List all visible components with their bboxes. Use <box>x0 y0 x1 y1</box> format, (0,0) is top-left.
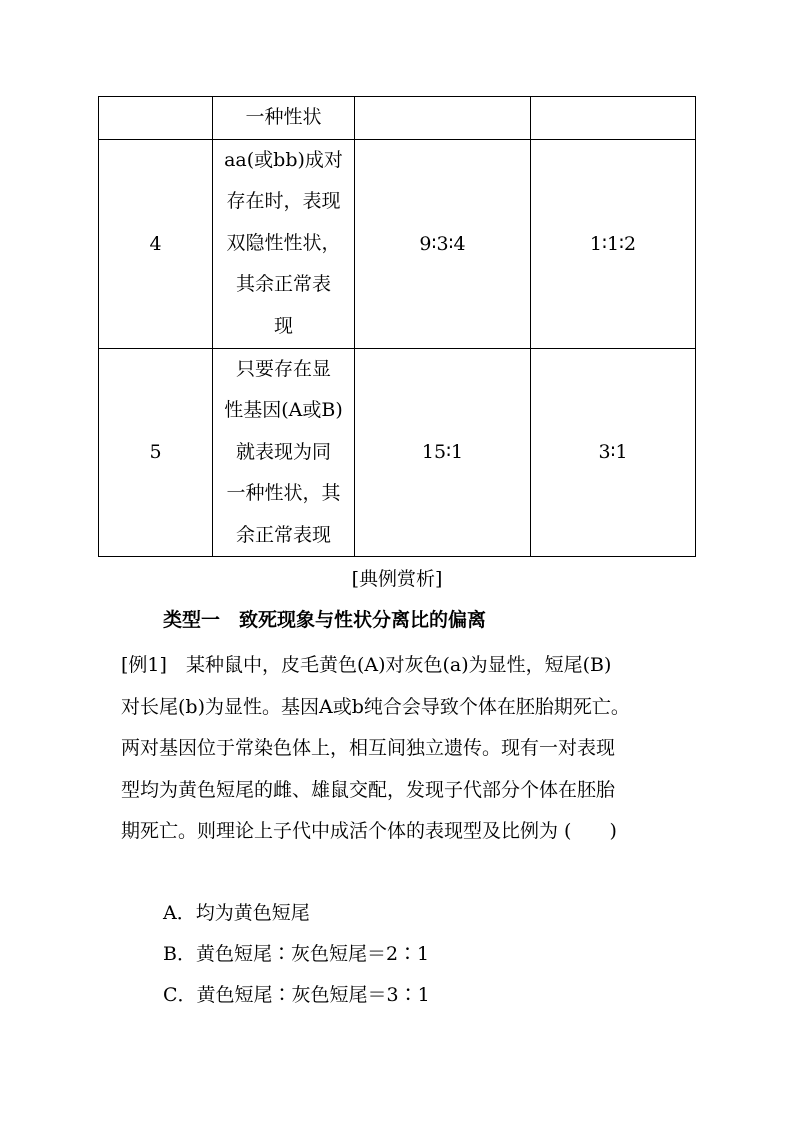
example-question <box>121 645 676 853</box>
answer-options <box>163 893 430 1016</box>
option-text: 均为黄色短尾 <box>195 902 310 924</box>
condition-cell <box>213 348 355 557</box>
row-index-cell <box>99 97 213 140</box>
condition-cell <box>213 97 355 140</box>
option-letter: A． <box>163 902 196 924</box>
option-text: 黄色短尾∶灰色短尾＝3∶1 <box>196 984 430 1006</box>
example-line: 对长尾(b)为显性。基因A或b纯合会导致个体在胚胎期死亡。 <box>121 695 630 718</box>
condition-text: aa(或bb)成对 存在时，表现 双隐性性状， 其余正常表 现 <box>224 148 343 337</box>
type-heading <box>163 604 486 636</box>
testcross-ratio-cell: 1∶1∶2 <box>531 139 696 348</box>
option-letter: B． <box>163 943 196 965</box>
option-a <box>163 893 430 934</box>
table-row <box>99 97 696 140</box>
example-line: 两对基因位于常染色体上，相互间独立遗传。现有一对表现 <box>121 737 616 760</box>
option-text: 黄色短尾∶灰色短尾＝2∶1 <box>195 943 430 965</box>
testcross-ratio-cell: 3∶1 <box>531 348 696 557</box>
table-row <box>99 348 696 557</box>
example-line: 期死亡。则理论上子代中成活个体的表现型及比例为 ( ) <box>121 820 617 843</box>
option-b <box>163 934 430 975</box>
condition-text: 一种性状 <box>245 106 322 128</box>
type-title: 致死现象与性状分离比的偏离 <box>239 609 487 631</box>
example-line: 型均为黄色短尾的雌、雄鼠交配，发现子代部分个体在胚胎 <box>121 778 616 801</box>
row-index-cell: 5 <box>99 348 213 557</box>
f2-ratio-cell: 9∶3∶4 <box>355 139 531 348</box>
section-title: [典例赏析] <box>351 568 443 590</box>
type-label: 类型一 <box>163 609 221 631</box>
testcross-ratio-cell <box>531 97 696 140</box>
f2-ratio-cell <box>355 97 531 140</box>
example-tag: [例1] <box>121 654 167 676</box>
option-letter: C． <box>163 984 197 1006</box>
example-first-line <box>121 645 676 687</box>
genetics-ratio-table <box>98 96 696 557</box>
condition-text: 只要存在显 性基因(A或B) 就表现为同 一种性状，其 余正常表现 <box>224 357 343 546</box>
example-line: 某种鼠中，皮毛黄色(A)对灰色(a)为显性，短尾(B) <box>185 654 612 676</box>
table-row <box>99 139 696 348</box>
option-c <box>163 975 430 1016</box>
condition-cell <box>213 139 355 348</box>
row-index-cell: 4 <box>99 139 213 348</box>
f2-ratio-cell: 15∶1 <box>355 348 531 557</box>
